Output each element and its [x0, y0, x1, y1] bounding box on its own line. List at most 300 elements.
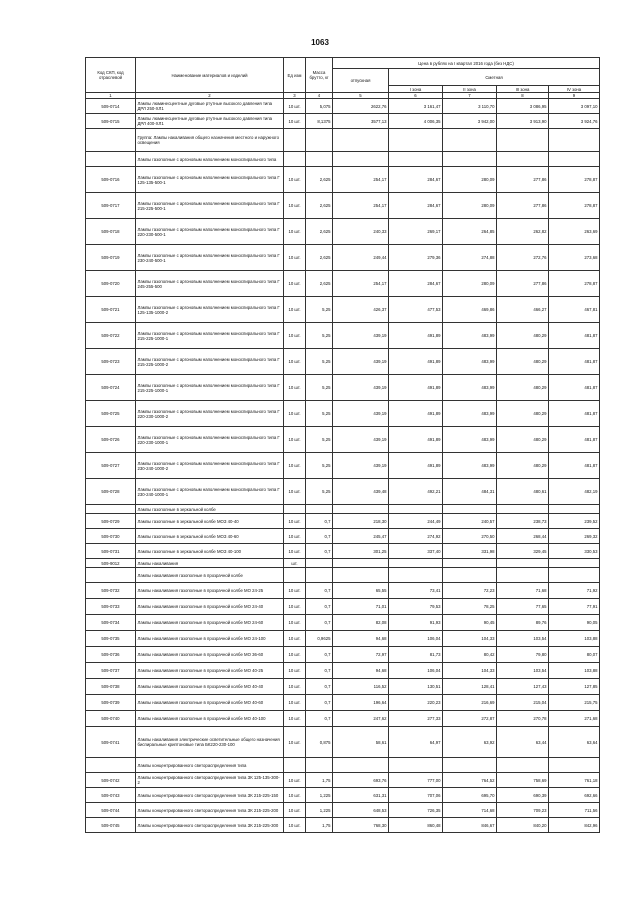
- row-code: 509-0740: [86, 711, 136, 727]
- row-zone3-price: 103,54: [497, 631, 549, 647]
- row-zone3-price: 268,44: [497, 529, 549, 544]
- row-zone3-price: 127,43: [497, 679, 549, 695]
- row-zone3-price: 709,23: [497, 803, 549, 818]
- row-mass: 1,225: [306, 788, 333, 803]
- table-row: [86, 401, 600, 427]
- row-zone3-price: 262,82: [497, 219, 549, 245]
- row-mass: 8,1375: [306, 114, 333, 129]
- row-zone3-price: 71,68: [497, 583, 549, 599]
- row-code: 509-0734: [86, 615, 136, 631]
- row-unit: 10 шт.: [284, 479, 306, 505]
- row-zone3-price: 77,65: [497, 599, 549, 615]
- table-row: [86, 219, 600, 245]
- header-price-group: Цена в рублях на I квартал 2016 года (без НДС): [333, 58, 600, 69]
- row-zone1-price: 726,35: [389, 803, 443, 818]
- row-unit: 10 шт.: [284, 514, 306, 529]
- table-row: [86, 297, 600, 323]
- row-zone2-price: 240,57: [443, 514, 497, 529]
- row-release-price: 71,01: [333, 599, 389, 615]
- row-release-price: 439,48: [333, 479, 389, 505]
- row-mass: 0,7: [306, 529, 333, 544]
- row-zone1-price: 220,23: [389, 695, 443, 711]
- row-code: 509-0725: [86, 401, 136, 427]
- row-mass: 0,7: [306, 599, 333, 615]
- row-unit: 10 шт.: [284, 803, 306, 818]
- row-name: Лампы газополные в зеркальной колбе МОЗ 40-40: [136, 514, 284, 529]
- row-release-price: 82,08: [333, 615, 389, 631]
- row-code: 509-0714: [86, 99, 136, 114]
- row-zone2-price: 280,09: [443, 271, 497, 297]
- row-zone3-price: 480,29: [497, 401, 549, 427]
- row-zone3-price: 690,39: [497, 788, 549, 803]
- row-code: 509-0717: [86, 193, 136, 219]
- row-release-price: [333, 129, 389, 152]
- row-mass: 2,625: [306, 167, 333, 193]
- column-number: 1: [86, 93, 136, 99]
- table-row: [86, 803, 600, 818]
- row-mass: 5,25: [306, 427, 333, 453]
- row-mass: 1,75: [306, 818, 333, 833]
- row-mass: 0,7: [306, 663, 333, 679]
- row-zone2-price: 695,70: [443, 788, 497, 803]
- row-zone3-price: 480,61: [497, 479, 549, 505]
- row-name: Лампы концентрированного светораспределения типа: [136, 758, 284, 773]
- header-row-1: [86, 58, 600, 69]
- row-mass: 0,7: [306, 679, 333, 695]
- table-row: [86, 773, 600, 788]
- row-name: Лампы накаливания газополные в прозрачной колбе МО 40-100: [136, 711, 284, 727]
- row-unit: 10 шт.: [284, 271, 306, 297]
- column-number: 2: [136, 93, 284, 99]
- row-mass: [306, 129, 333, 152]
- row-zone1-price: 269,17: [389, 219, 443, 245]
- row-zone2-price: 483,99: [443, 323, 497, 349]
- row-zone4-price: 467,81: [549, 297, 600, 323]
- table-row: [86, 758, 600, 773]
- row-zone2-price: 80,42: [443, 647, 497, 663]
- row-name: Лампы газополные в зеркальной колбе МОЗ 40-100: [136, 544, 284, 559]
- row-name: Лампы газополные с аргоновым наполнением моноспирального типа Г 230-240-1000-2: [136, 453, 284, 479]
- row-unit: [284, 129, 306, 152]
- row-release-price: 58,61: [333, 727, 389, 758]
- row-zone4-price: 481,87: [549, 349, 600, 375]
- row-code: 509-9012: [86, 559, 136, 568]
- row-zone4-price: [549, 152, 600, 167]
- row-zone2-price: 128,41: [443, 679, 497, 695]
- row-release-price: 245,47: [333, 529, 389, 544]
- row-name: Группа: Лампы накаливания общего назначения местного и наружного освещения: [136, 129, 284, 152]
- row-unit: 10 шт.: [284, 788, 306, 803]
- row-mass: 1,75: [306, 773, 333, 788]
- row-zone2-price: 216,69: [443, 695, 497, 711]
- row-name: Лампы концентрированного светораспределения типа ЗК 215-225-150: [136, 788, 284, 803]
- row-zone3-price: [497, 568, 549, 583]
- row-zone3-price: 215,04: [497, 695, 549, 711]
- row-zone4-price: [549, 758, 600, 773]
- row-zone4-price: 215,75: [549, 695, 600, 711]
- row-release-price: [333, 758, 389, 773]
- row-code: [86, 129, 136, 152]
- table-row: [86, 663, 600, 679]
- row-zone1-price: 284,67: [389, 167, 443, 193]
- row-code: 509-0745: [86, 818, 136, 833]
- row-zone2-price: 104,33: [443, 631, 497, 647]
- row-zone1-price: 491,89: [389, 375, 443, 401]
- row-zone1-price: [389, 758, 443, 773]
- table-row: [86, 427, 600, 453]
- row-zone2-price: 714,68: [443, 803, 497, 818]
- row-code: 509-0732: [86, 583, 136, 599]
- row-release-price: 648,53: [333, 803, 389, 818]
- row-code: [86, 568, 136, 583]
- row-name: Лампы газополные с аргоновым наполнением моноспирального типа Г 220-230-1000-1: [136, 427, 284, 453]
- row-mass: 2,625: [306, 271, 333, 297]
- header-zone1: I зона: [389, 86, 443, 93]
- row-name: Лампы накаливания газополные в прозрачной колбе МО 36-60: [136, 647, 284, 663]
- row-mass: 2,625: [306, 245, 333, 271]
- row-zone4-price: 80,07: [549, 647, 600, 663]
- row-code: 509-0727: [86, 453, 136, 479]
- row-zone1-price: 707,06: [389, 788, 443, 803]
- row-zone4-price: 330,53: [549, 544, 600, 559]
- row-mass: 0,7: [306, 583, 333, 599]
- row-unit: 10 шт.: [284, 727, 306, 758]
- table-row: [86, 568, 600, 583]
- row-unit: 10 шт.: [284, 99, 306, 114]
- row-unit: 10 шт.: [284, 695, 306, 711]
- row-zone1-price: [389, 505, 443, 514]
- row-name: Лампы газополные с аргоновым наполнением моноспирального типа Г 125-135-500-1: [136, 167, 284, 193]
- row-zone3-price: 3 913,90: [497, 114, 549, 129]
- column-number: 6: [389, 93, 443, 99]
- table-row: [86, 679, 600, 695]
- row-zone1-price: 491,89: [389, 401, 443, 427]
- row-zone3-price: [497, 559, 549, 568]
- table-row: [86, 453, 600, 479]
- row-zone2-price: 483,99: [443, 427, 497, 453]
- row-zone4-price: 278,87: [549, 193, 600, 219]
- row-unit: 10 шт.: [284, 193, 306, 219]
- row-code: 509-0736: [86, 647, 136, 663]
- row-release-price: [333, 568, 389, 583]
- row-zone4-price: 692,66: [549, 788, 600, 803]
- row-zone1-price: 244,49: [389, 514, 443, 529]
- row-release-price: 768,30: [333, 818, 389, 833]
- row-code: 509-0718: [86, 219, 136, 245]
- row-zone2-price: [443, 758, 497, 773]
- table-row: [86, 818, 600, 833]
- row-zone4-price: 482,19: [549, 479, 600, 505]
- row-unit: 10 шт.: [284, 818, 306, 833]
- row-unit: 10 шт.: [284, 544, 306, 559]
- row-zone1-price: 130,51: [389, 679, 443, 695]
- row-zone4-price: 63,64: [549, 727, 600, 758]
- row-release-price: 439,19: [333, 323, 389, 349]
- row-zone1-price: 274,92: [389, 529, 443, 544]
- row-zone2-price: 72,23: [443, 583, 497, 599]
- row-name: Лампы газополные с аргоновым наполнением моноспирального типа Г 220-230-1000-2: [136, 401, 284, 427]
- row-release-price: 439,19: [333, 427, 389, 453]
- row-name: Лампы накаливания газополные в прозрачной колбе МО 40-60: [136, 695, 284, 711]
- row-zone2-price: 78,25: [443, 599, 497, 615]
- row-zone2-price: 274,88: [443, 245, 497, 271]
- row-unit: 10 шт.: [284, 453, 306, 479]
- table-row: [86, 114, 600, 129]
- row-zone1-price: 64,97: [389, 727, 443, 758]
- row-zone3-price: 466,27: [497, 297, 549, 323]
- row-name: Лампы люминесцентные дуговые ртутные высокого давления типа ДРЛ 250-ХЛ1: [136, 99, 284, 114]
- row-release-price: 249,44: [333, 245, 389, 271]
- table-row: [86, 583, 600, 599]
- row-zone1-price: 337,40: [389, 544, 443, 559]
- table-row: [86, 631, 600, 647]
- row-zone1-price: 279,36: [389, 245, 443, 271]
- row-name: Лампы накаливания газополные в прозрачной колбе МО 24-40: [136, 599, 284, 615]
- row-unit: 10 шт.: [284, 615, 306, 631]
- table-row: [86, 788, 600, 803]
- row-name: Лампы газополные в зеркальной колбе: [136, 505, 284, 514]
- row-code: 509-0733: [86, 599, 136, 615]
- row-zone4-price: 3 924,76: [549, 114, 600, 129]
- row-mass: 2,625: [306, 193, 333, 219]
- row-zone2-price: 483,99: [443, 453, 497, 479]
- row-unit: 10 шт.: [284, 427, 306, 453]
- row-code: 509-0739: [86, 695, 136, 711]
- row-code: 509-0735: [86, 631, 136, 647]
- row-zone1-price: [389, 152, 443, 167]
- row-zone4-price: 481,87: [549, 427, 600, 453]
- row-zone4-price: 269,32: [549, 529, 600, 544]
- row-zone4-price: [549, 559, 600, 568]
- row-release-price: 426,37: [333, 297, 389, 323]
- row-zone3-price: 480,29: [497, 427, 549, 453]
- table-row: [86, 505, 600, 514]
- row-release-price: 301,25: [333, 544, 389, 559]
- row-zone1-price: 91,93: [389, 615, 443, 631]
- row-zone2-price: 469,86: [443, 297, 497, 323]
- row-release-price: 94,68: [333, 663, 389, 679]
- row-zone2-price: [443, 152, 497, 167]
- table-row: [86, 544, 600, 559]
- row-unit: 10 шт.: [284, 529, 306, 544]
- row-zone4-price: 239,52: [549, 514, 600, 529]
- table-row: [86, 695, 600, 711]
- row-zone4-price: 127,85: [549, 679, 600, 695]
- row-unit: 10 шт.: [284, 773, 306, 788]
- table-row: [86, 647, 600, 663]
- row-zone3-price: 277,86: [497, 167, 549, 193]
- row-name: Лампы накаливания газополные в прозрачной колбе МО 24-60: [136, 615, 284, 631]
- row-zone3-price: 272,76: [497, 245, 549, 271]
- row-zone3-price: 3 086,95: [497, 99, 549, 114]
- row-unit: [284, 152, 306, 167]
- row-mass: 0,9625: [306, 631, 333, 647]
- row-zone1-price: 277,33: [389, 711, 443, 727]
- row-zone2-price: 280,09: [443, 167, 497, 193]
- header-code: Код СКП, код отраслевой: [86, 58, 136, 93]
- row-zone4-price: 90,05: [549, 615, 600, 631]
- row-zone4-price: 3 097,10: [549, 99, 600, 114]
- row-zone2-price: 331,98: [443, 544, 497, 559]
- row-name: Лампы концентрированного светораспределения типа ЗК 215-225-300: [136, 818, 284, 833]
- page-number: 1063: [311, 38, 329, 47]
- row-unit: 10 шт.: [284, 167, 306, 193]
- row-zone3-price: [497, 152, 549, 167]
- row-release-price: 439,19: [333, 375, 389, 401]
- row-release-price: [333, 152, 389, 167]
- row-name: Лампы газополные с аргоновым наполнением моноспирального типа Г 220-230-500-1: [136, 219, 284, 245]
- row-unit: 10 шт.: [284, 349, 306, 375]
- table-row: [86, 245, 600, 271]
- row-mass: 0,7: [306, 695, 333, 711]
- table-row: [86, 479, 600, 505]
- row-name: Лампы газополные с аргоновым наполнением моноспирального типа Г 230-240-1000-1: [136, 479, 284, 505]
- table-row: [86, 349, 600, 375]
- row-name: Лампы газополные в зеркальной колбе МОЗ 40-60: [136, 529, 284, 544]
- row-zone4-price: 271,68: [549, 711, 600, 727]
- table-row: [86, 167, 600, 193]
- row-mass: 5,25: [306, 401, 333, 427]
- row-mass: 0,875: [306, 727, 333, 758]
- row-zone4-price: 761,18: [549, 773, 600, 788]
- column-number: 4: [306, 93, 333, 99]
- row-mass: 1,225: [306, 803, 333, 818]
- row-zone1-price: 492,21: [389, 479, 443, 505]
- table-row: [86, 323, 600, 349]
- row-unit: 10 шт.: [284, 679, 306, 695]
- row-release-price: [333, 505, 389, 514]
- row-code: 509-0726: [86, 427, 136, 453]
- row-zone2-price: [443, 505, 497, 514]
- table-row: [86, 129, 600, 152]
- row-zone4-price: 481,87: [549, 375, 600, 401]
- row-name: Лампы газополные с аргоновым наполнением моноспирального типа Г 245-255-500: [136, 271, 284, 297]
- row-zone1-price: [389, 568, 443, 583]
- row-zone4-price: 71,92: [549, 583, 600, 599]
- row-code: 509-0721: [86, 297, 136, 323]
- row-unit: 10 шт.: [284, 711, 306, 727]
- row-name: Лампы накаливания газополные в прозрачной колбе МО 40-25: [136, 663, 284, 679]
- row-zone1-price: 79,53: [389, 599, 443, 615]
- row-unit: шт.: [284, 559, 306, 568]
- row-zone2-price: 846,67: [443, 818, 497, 833]
- row-mass: 2,625: [306, 219, 333, 245]
- row-zone4-price: 103,88: [549, 663, 600, 679]
- row-unit: 10 шт.: [284, 663, 306, 679]
- row-zone3-price: [497, 129, 549, 152]
- row-zone1-price: 491,89: [389, 427, 443, 453]
- row-code: 509-0715: [86, 114, 136, 129]
- row-code: 509-0743: [86, 788, 136, 803]
- row-zone1-price: [389, 559, 443, 568]
- row-name: Лампы накаливания газополные в прозрачной колбе МО 40-40: [136, 679, 284, 695]
- row-code: 509-0729: [86, 514, 136, 529]
- table-row: [86, 271, 600, 297]
- row-release-price: 94,68: [333, 631, 389, 647]
- row-zone3-price: 79,80: [497, 647, 549, 663]
- row-zone4-price: 103,88: [549, 631, 600, 647]
- table-row: [86, 514, 600, 529]
- row-zone3-price: [497, 505, 549, 514]
- row-mass: 5,075: [306, 99, 333, 114]
- column-number: 9: [549, 93, 600, 99]
- row-name: Лампы люминесцентные дуговые ртутные высокого давления типа ДРЛ 400-ХЛ1: [136, 114, 284, 129]
- row-unit: 10 шт.: [284, 401, 306, 427]
- row-release-price: 254,17: [333, 167, 389, 193]
- row-zone3-price: 480,29: [497, 323, 549, 349]
- row-code: [86, 505, 136, 514]
- row-mass: 0,7: [306, 544, 333, 559]
- row-release-price: 65,55: [333, 583, 389, 599]
- row-unit: 10 шт.: [284, 631, 306, 647]
- column-number: 8: [497, 93, 549, 99]
- row-mass: 5,25: [306, 375, 333, 401]
- row-zone4-price: 278,87: [549, 167, 600, 193]
- row-code: 509-0737: [86, 663, 136, 679]
- header-zone2: II зона: [443, 86, 497, 93]
- row-code: 509-0744: [86, 803, 136, 818]
- table-row: [86, 529, 600, 544]
- row-release-price: 693,76: [333, 773, 389, 788]
- row-code: 509-0728: [86, 479, 136, 505]
- row-mass: 5,25: [306, 297, 333, 323]
- row-release-price: 439,19: [333, 349, 389, 375]
- row-zone1-price: 491,89: [389, 453, 443, 479]
- row-zone2-price: 280,09: [443, 193, 497, 219]
- row-zone2-price: 3 110,70: [443, 99, 497, 114]
- row-zone1-price: 284,67: [389, 271, 443, 297]
- row-zone4-price: [549, 505, 600, 514]
- row-zone3-price: 89,76: [497, 615, 549, 631]
- row-unit: 10 шт.: [284, 297, 306, 323]
- table-row: [86, 599, 600, 615]
- row-zone3-price: 238,73: [497, 514, 549, 529]
- row-code: [86, 758, 136, 773]
- row-zone1-price: 106,04: [389, 631, 443, 647]
- row-unit: 10 шт.: [284, 219, 306, 245]
- row-mass: [306, 758, 333, 773]
- row-mass: 5,25: [306, 323, 333, 349]
- row-mass: 0,7: [306, 615, 333, 631]
- row-zone1-price: 491,89: [389, 349, 443, 375]
- row-name: Лампы накаливания газополные в прозрачной колбе МО 24-100: [136, 631, 284, 647]
- row-release-price: 218,30: [333, 514, 389, 529]
- row-zone2-price: 104,33: [443, 663, 497, 679]
- row-zone1-price: 73,41: [389, 583, 443, 599]
- row-zone2-price: 764,52: [443, 773, 497, 788]
- table-row: [86, 375, 600, 401]
- column-number: 5: [333, 93, 389, 99]
- row-mass: [306, 505, 333, 514]
- row-zone2-price: 90,45: [443, 615, 497, 631]
- row-zone4-price: 263,69: [549, 219, 600, 245]
- row-zone3-price: 329,45: [497, 544, 549, 559]
- row-unit: 10 шт.: [284, 599, 306, 615]
- row-zone2-price: 272,87: [443, 711, 497, 727]
- row-unit: 10 шт.: [284, 375, 306, 401]
- header-zone3: III зона: [497, 86, 549, 93]
- column-number: 7: [443, 93, 497, 99]
- row-zone3-price: 270,78: [497, 711, 549, 727]
- row-name: Лампы газополные с аргоновым наполнением моноспирального типа Г 125-135-1000-2: [136, 297, 284, 323]
- row-code: 509-0723: [86, 349, 136, 375]
- row-zone1-price: 3 161,47: [389, 99, 443, 114]
- row-zone1-price: [389, 129, 443, 152]
- row-name: Лампы газополные с аргоновым наполнением моноспирального типа Г 215-225-500-1: [136, 193, 284, 219]
- row-name: Лампы газополные с аргоновым наполнением моноспирального типа Г 215-225-1000-1: [136, 323, 284, 349]
- row-zone3-price: 103,54: [497, 663, 549, 679]
- row-zone4-price: [549, 129, 600, 152]
